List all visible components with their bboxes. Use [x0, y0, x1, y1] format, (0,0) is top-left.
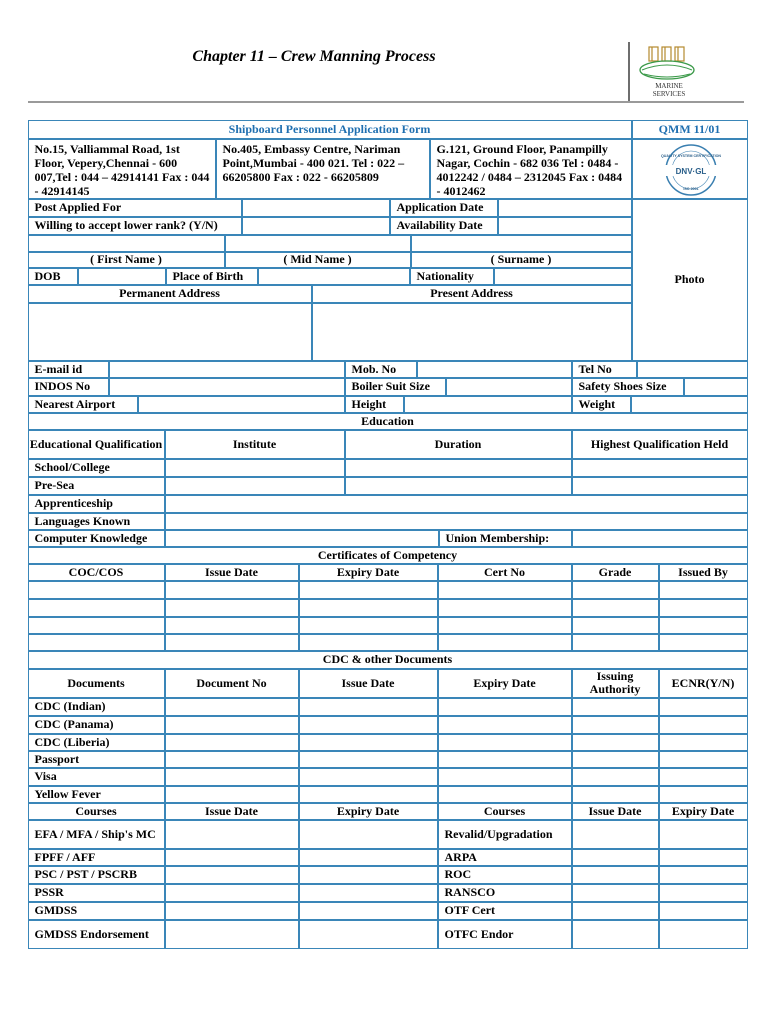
chapter-title: Chapter 11 – Crew Manning Process — [192, 48, 436, 65]
course-label-right: ROC — [438, 866, 572, 884]
header-courses-left: Courses — [28, 803, 165, 820]
application-form — [28, 120, 748, 949]
document-cell[interactable] — [299, 734, 438, 751]
row-label-pre-sea: Pre-Sea — [28, 477, 165, 495]
course-issue-date-right[interactable] — [572, 884, 659, 902]
header-courses-issue-left: Issue Date — [165, 803, 299, 820]
field-school-qualification[interactable] — [572, 459, 748, 477]
field-place-of-birth[interactable] — [258, 268, 410, 285]
field-languages[interactable] — [165, 513, 748, 530]
field-tel[interactable] — [637, 361, 748, 378]
coc-cell[interactable] — [572, 634, 659, 651]
course-issue-date-right[interactable] — [572, 849, 659, 866]
course-label-right: OTF Cert — [438, 902, 572, 920]
document-cell[interactable] — [165, 751, 299, 768]
form-code: QMM 11/01 — [632, 120, 748, 139]
course-issue-date-left[interactable] — [165, 866, 299, 884]
label-first-name: ( First Name ) — [28, 252, 225, 268]
course-label-left: GMDSS — [28, 902, 165, 920]
coc-cell[interactable] — [28, 599, 165, 617]
field-permanent-address[interactable] — [28, 303, 312, 361]
document-cell[interactable] — [659, 698, 748, 716]
course-label-right: Revalid/Upgradation — [438, 820, 572, 849]
field-availability-date[interactable] — [498, 217, 632, 235]
document-cell[interactable] — [659, 716, 748, 734]
label-mob: Mob. No — [345, 361, 417, 378]
course-expiry-date-left[interactable] — [299, 866, 438, 884]
row-label-document: CDC (Liberia) — [28, 734, 165, 751]
field-weight[interactable] — [631, 396, 748, 413]
document-cell[interactable] — [572, 716, 659, 734]
field-first-name[interactable] — [28, 235, 225, 252]
course-expiry-date-right[interactable] — [659, 849, 748, 866]
document-cell[interactable] — [659, 786, 748, 803]
coc-cell[interactable] — [299, 599, 438, 617]
course-issue-date-left[interactable] — [165, 849, 299, 866]
course-label-right: RANSCO — [438, 884, 572, 902]
header-divider — [628, 42, 630, 102]
header-documents: Documents — [28, 669, 165, 698]
label-surname: ( Surname ) — [411, 252, 632, 268]
company-logo — [636, 44, 702, 100]
course-issue-date-left[interactable] — [165, 920, 299, 949]
section-cdc: CDC & other Documents — [28, 651, 748, 669]
header-coc-cos: COC/COS — [28, 564, 165, 581]
seal-text: QUALITY SYSTEM CERTIFICATION — [660, 153, 721, 158]
document-cell[interactable] — [572, 734, 659, 751]
document-cell[interactable] — [659, 734, 748, 751]
address-mumbai: No.405, Embassy Centre, Nariman Point,Mumbai - 400 021. Tel : 022 – 66205800 Fax : 022 - 66205809 — [216, 139, 430, 199]
address-cochin: G.121, Ground Floor, Panampilly Nagar, Cochin - 682 036 Tel : 0484 - 4012242 / 0484 – 2312045 Fax : 0484 - 4012462 — [430, 139, 632, 199]
course-expiry-date-left[interactable] — [299, 902, 438, 920]
label-indos: INDOS No — [28, 378, 109, 396]
coc-cell[interactable] — [28, 617, 165, 634]
header-highest-qualification: Highest Qualification Held — [572, 430, 748, 459]
document-cell[interactable] — [299, 716, 438, 734]
document-cell[interactable] — [438, 734, 572, 751]
header-educational-qualification: Educational Qualification — [28, 430, 165, 459]
field-union[interactable] — [572, 530, 748, 547]
course-label-right: OTFC Endor — [438, 920, 572, 949]
section-education: Education — [28, 413, 748, 430]
label-boiler-suit: Boiler Suit Size — [345, 378, 446, 396]
seal-iso: ISO 9001 — [682, 186, 699, 191]
coc-cell[interactable] — [659, 634, 748, 651]
document-cell[interactable] — [165, 786, 299, 803]
header-courses-expiry-left: Expiry Date — [299, 803, 438, 820]
field-mid-name[interactable] — [225, 235, 411, 252]
coc-cell[interactable] — [438, 634, 572, 651]
row-label-document: CDC (Indian) — [28, 698, 165, 716]
document-cell[interactable] — [438, 698, 572, 716]
document-cell[interactable] — [299, 698, 438, 716]
header-cert-no: Cert No — [438, 564, 572, 581]
label-mid-name: ( Mid Name ) — [225, 252, 411, 268]
coc-cell[interactable] — [299, 617, 438, 634]
certification-seal-cell — [632, 139, 748, 199]
header-issued-by: Issued By — [659, 564, 748, 581]
coc-cell[interactable] — [572, 581, 659, 599]
label-application-date: Application Date — [390, 199, 498, 217]
document-cell[interactable] — [438, 716, 572, 734]
header-cdc-expiry-date: Expiry Date — [438, 669, 572, 698]
document-cell[interactable] — [165, 698, 299, 716]
header-rule — [28, 101, 744, 103]
coc-cell[interactable] — [659, 599, 748, 617]
header-coc-expiry-date: Expiry Date — [299, 564, 438, 581]
field-airport[interactable] — [138, 396, 345, 413]
document-cell[interactable] — [438, 751, 572, 768]
header-ecnr: ECNR(Y/N) — [659, 669, 748, 698]
course-issue-date-right[interactable] — [572, 902, 659, 920]
field-nationality[interactable] — [494, 268, 632, 285]
course-expiry-date-right[interactable] — [659, 920, 748, 949]
course-expiry-date-left[interactable] — [299, 849, 438, 866]
header-coc-issue-date: Issue Date — [165, 564, 299, 581]
field-apprenticeship[interactable] — [165, 495, 748, 513]
document-cell[interactable] — [572, 751, 659, 768]
label-tel: Tel No — [572, 361, 637, 378]
photo-box[interactable]: Photo — [632, 199, 748, 361]
header-courses-expiry-right: Expiry Date — [659, 803, 748, 820]
row-label-document: CDC (Panama) — [28, 716, 165, 734]
document-cell[interactable] — [438, 786, 572, 803]
coc-cell[interactable] — [165, 634, 299, 651]
course-label-left: FPFF / AFF — [28, 849, 165, 866]
label-safety-shoes: Safety Shoes Size — [572, 378, 684, 396]
course-expiry-date-right[interactable] — [659, 902, 748, 920]
header-courses-issue-right: Issue Date — [572, 803, 659, 820]
course-issue-date-right[interactable] — [572, 820, 659, 849]
course-expiry-date-right[interactable] — [659, 820, 748, 849]
course-label-left: PSC / PST / PSCRB — [28, 866, 165, 884]
logo-text-line-2: SERVICES — [652, 90, 686, 98]
document-cell[interactable] — [659, 751, 748, 768]
field-boiler-suit[interactable] — [446, 378, 572, 396]
coc-cell[interactable] — [438, 617, 572, 634]
label-post-applied: Post Applied For — [28, 199, 242, 217]
label-height: Height — [345, 396, 404, 413]
header-grade: Grade — [572, 564, 659, 581]
coc-cell[interactable] — [438, 581, 572, 599]
coc-cell[interactable] — [165, 599, 299, 617]
label-weight: Weight — [572, 396, 631, 413]
label-dob: DOB — [28, 268, 78, 285]
field-indos[interactable] — [109, 378, 345, 396]
field-lower-rank[interactable] — [242, 217, 390, 235]
coc-cell[interactable] — [28, 581, 165, 599]
course-issue-date-left[interactable] — [165, 902, 299, 920]
course-expiry-date-right[interactable] — [659, 866, 748, 884]
coc-cell[interactable] — [165, 617, 299, 634]
field-pre-sea-institute[interactable] — [165, 477, 345, 495]
course-issue-date-right[interactable] — [572, 866, 659, 884]
field-pre-sea-duration[interactable] — [345, 477, 572, 495]
coc-cell[interactable] — [438, 599, 572, 617]
field-application-date[interactable] — [498, 199, 632, 217]
label-permanent-address: Permanent Address — [28, 285, 312, 303]
row-label-apprenticeship: Apprenticeship — [28, 495, 165, 513]
coc-cell[interactable] — [572, 599, 659, 617]
course-label-left: EFA / MFA / Ship's MC — [28, 820, 165, 849]
course-issue-date-left[interactable] — [165, 884, 299, 902]
document-cell[interactable] — [165, 734, 299, 751]
coc-cell[interactable] — [572, 617, 659, 634]
header-document-no: Document No — [165, 669, 299, 698]
course-expiry-date-right[interactable] — [659, 884, 748, 902]
field-school-duration[interactable] — [345, 459, 572, 477]
field-present-address[interactable] — [312, 303, 632, 361]
course-label-right: ARPA — [438, 849, 572, 866]
document-cell[interactable] — [572, 768, 659, 786]
field-height[interactable] — [404, 396, 572, 413]
field-school-institute[interactable] — [165, 459, 345, 477]
document-cell[interactable] — [299, 768, 438, 786]
field-computer[interactable] — [165, 530, 439, 547]
row-label-school: School/College — [28, 459, 165, 477]
course-expiry-date-left[interactable] — [299, 820, 438, 849]
coc-cell[interactable] — [299, 634, 438, 651]
seal-brand: DNV·GL — [675, 166, 706, 176]
section-coc: Certificates of Competency — [28, 547, 748, 564]
field-surname[interactable] — [411, 235, 632, 252]
header-issuing-authority: Issuing Authority — [572, 669, 659, 698]
label-nationality: Nationality — [410, 268, 494, 285]
header-institute: Institute — [165, 430, 345, 459]
field-pre-sea-qualification[interactable] — [572, 477, 748, 495]
form-title: Shipboard Personnel Application Form — [28, 120, 632, 139]
header-cdc-issue-date: Issue Date — [299, 669, 438, 698]
field-post-applied[interactable] — [242, 199, 390, 217]
header-duration: Duration — [345, 430, 572, 459]
row-label-languages: Languages Known — [28, 513, 165, 530]
document-cell[interactable] — [659, 768, 748, 786]
label-place-of-birth: Place of Birth — [166, 268, 258, 285]
coc-cell[interactable] — [659, 581, 748, 599]
header-courses-right: Courses — [438, 803, 572, 820]
coc-cell[interactable] — [659, 617, 748, 634]
course-issue-date-right[interactable] — [572, 920, 659, 949]
document-cell[interactable] — [572, 786, 659, 803]
field-mob[interactable] — [417, 361, 572, 378]
label-airport: Nearest Airport — [28, 396, 138, 413]
field-dob[interactable] — [78, 268, 166, 285]
label-email: E-mail id — [28, 361, 109, 378]
document-cell[interactable] — [438, 768, 572, 786]
logo-text-line-1: MARINE — [655, 82, 683, 90]
coc-cell[interactable] — [299, 581, 438, 599]
course-expiry-date-left[interactable] — [299, 920, 438, 949]
course-expiry-date-left[interactable] — [299, 884, 438, 902]
row-label-document: Visa — [28, 768, 165, 786]
coc-cell[interactable] — [165, 581, 299, 599]
label-union: Union Membership: — [439, 530, 572, 547]
document-cell[interactable] — [572, 698, 659, 716]
label-present-address: Present Address — [312, 285, 632, 303]
field-email[interactable] — [109, 361, 345, 378]
document-cell[interactable] — [299, 786, 438, 803]
row-label-computer: Computer Knowledge — [28, 530, 165, 547]
label-availability-date: Availability Date — [390, 217, 498, 235]
dnv-gl-seal — [658, 143, 724, 197]
course-issue-date-left[interactable] — [165, 820, 299, 849]
address-chennai: No.15, Valliammal Road, 1st Floor, Vepery,Chennai - 600 007,Tel : 044 – 42914141 Fax : 044 - 42914145 — [28, 139, 216, 199]
coc-cell[interactable] — [28, 634, 165, 651]
document-cell[interactable] — [299, 751, 438, 768]
row-label-document: Passport — [28, 751, 165, 768]
course-label-left: PSSR — [28, 884, 165, 902]
label-lower-rank: Willing to accept lower rank? (Y/N) — [28, 217, 242, 235]
field-safety-shoes[interactable] — [684, 378, 748, 396]
document-cell[interactable] — [165, 768, 299, 786]
row-label-document: Yellow Fever — [28, 786, 165, 803]
course-label-left: GMDSS Endorsement — [28, 920, 165, 949]
document-cell[interactable] — [165, 716, 299, 734]
